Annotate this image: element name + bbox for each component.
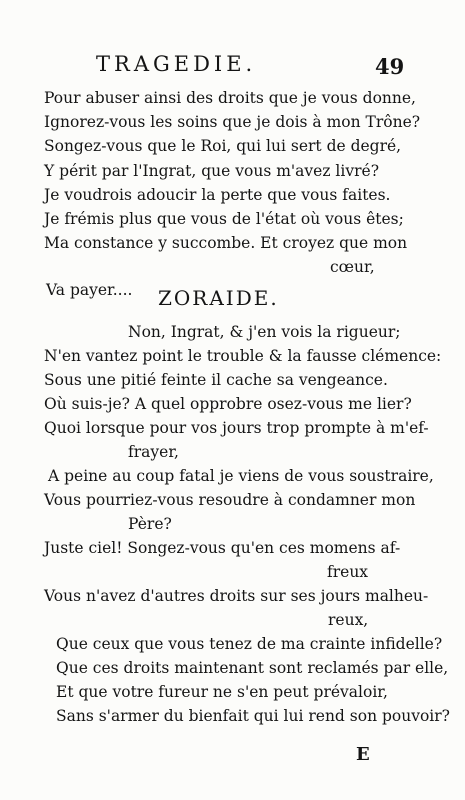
page-number: 49 <box>375 54 405 79</box>
verse-line: Non, Ingrat, & j'en vois la rigueur; <box>128 323 401 341</box>
verse-line: Où suis-je? A quel opprobre osez-vous me lier? <box>44 395 412 413</box>
verse-line-continuation: reux, <box>328 611 369 629</box>
verse-line: Quoi lorsque pour vos jours trop prompte à m'ef- <box>44 419 429 437</box>
page-header <box>0 52 465 78</box>
verse-line: Je voudrois adoucir la perte que vous faites. <box>44 186 391 204</box>
catchword: E <box>356 744 370 765</box>
speaker-name: ZORAIDE. <box>158 286 279 310</box>
verse-line: Songez-vous que le Roi, qui lui sert de degré, <box>44 137 402 155</box>
verse-line: Vous pourriez-vous resoudre à condamner mon <box>44 491 416 509</box>
verse-line-continuation: freux <box>327 563 369 581</box>
verse-line: N'en vantez point le trouble & la fausse clémence: <box>44 347 442 365</box>
verse-line: Pour abuser ainsi des droits que je vous donne, <box>44 89 416 107</box>
verse-line-continuation: cœur, <box>330 258 375 276</box>
verse-line: Y périt par l'Ingrat, que vous m'avez livré? <box>44 162 379 180</box>
verse-line: Que ces droits maintenant sont reclamés par elle, <box>56 659 449 677</box>
verse-line: Ma constance y succombe. Et croyez que mon <box>44 234 408 252</box>
verse-line: Que ceux que vous tenez de ma crainte infidelle? <box>56 635 443 653</box>
verse-line: Et que votre fureur ne s'en peut prévaloir, <box>56 683 388 701</box>
verse-line: Va payer.... <box>46 281 133 299</box>
verse-line: Sous une pitié feinte il cache sa vengeance. <box>44 371 388 389</box>
verse-line: Je frémis plus que vous de l'état où vous êtes; <box>44 210 404 228</box>
verse-line: Ignorez-vous les soins que je dois à mon Trône? <box>44 113 421 131</box>
verse-line: Sans s'armer du bienfait qui lui rend son pouvoir? <box>56 707 450 725</box>
verse-line: A peine au coup fatal je viens de vous soustraire, <box>48 467 434 485</box>
verse-line-continuation: frayer, <box>128 443 179 461</box>
verse-line-continuation: Père? <box>128 515 172 533</box>
verse-line: Juste ciel! Songez-vous qu'en ces momens af- <box>44 539 401 557</box>
running-title: TRAGEDIE. <box>96 52 257 76</box>
verse-line: Vous n'avez d'autres droits sur ses jours malheu- <box>44 587 429 605</box>
